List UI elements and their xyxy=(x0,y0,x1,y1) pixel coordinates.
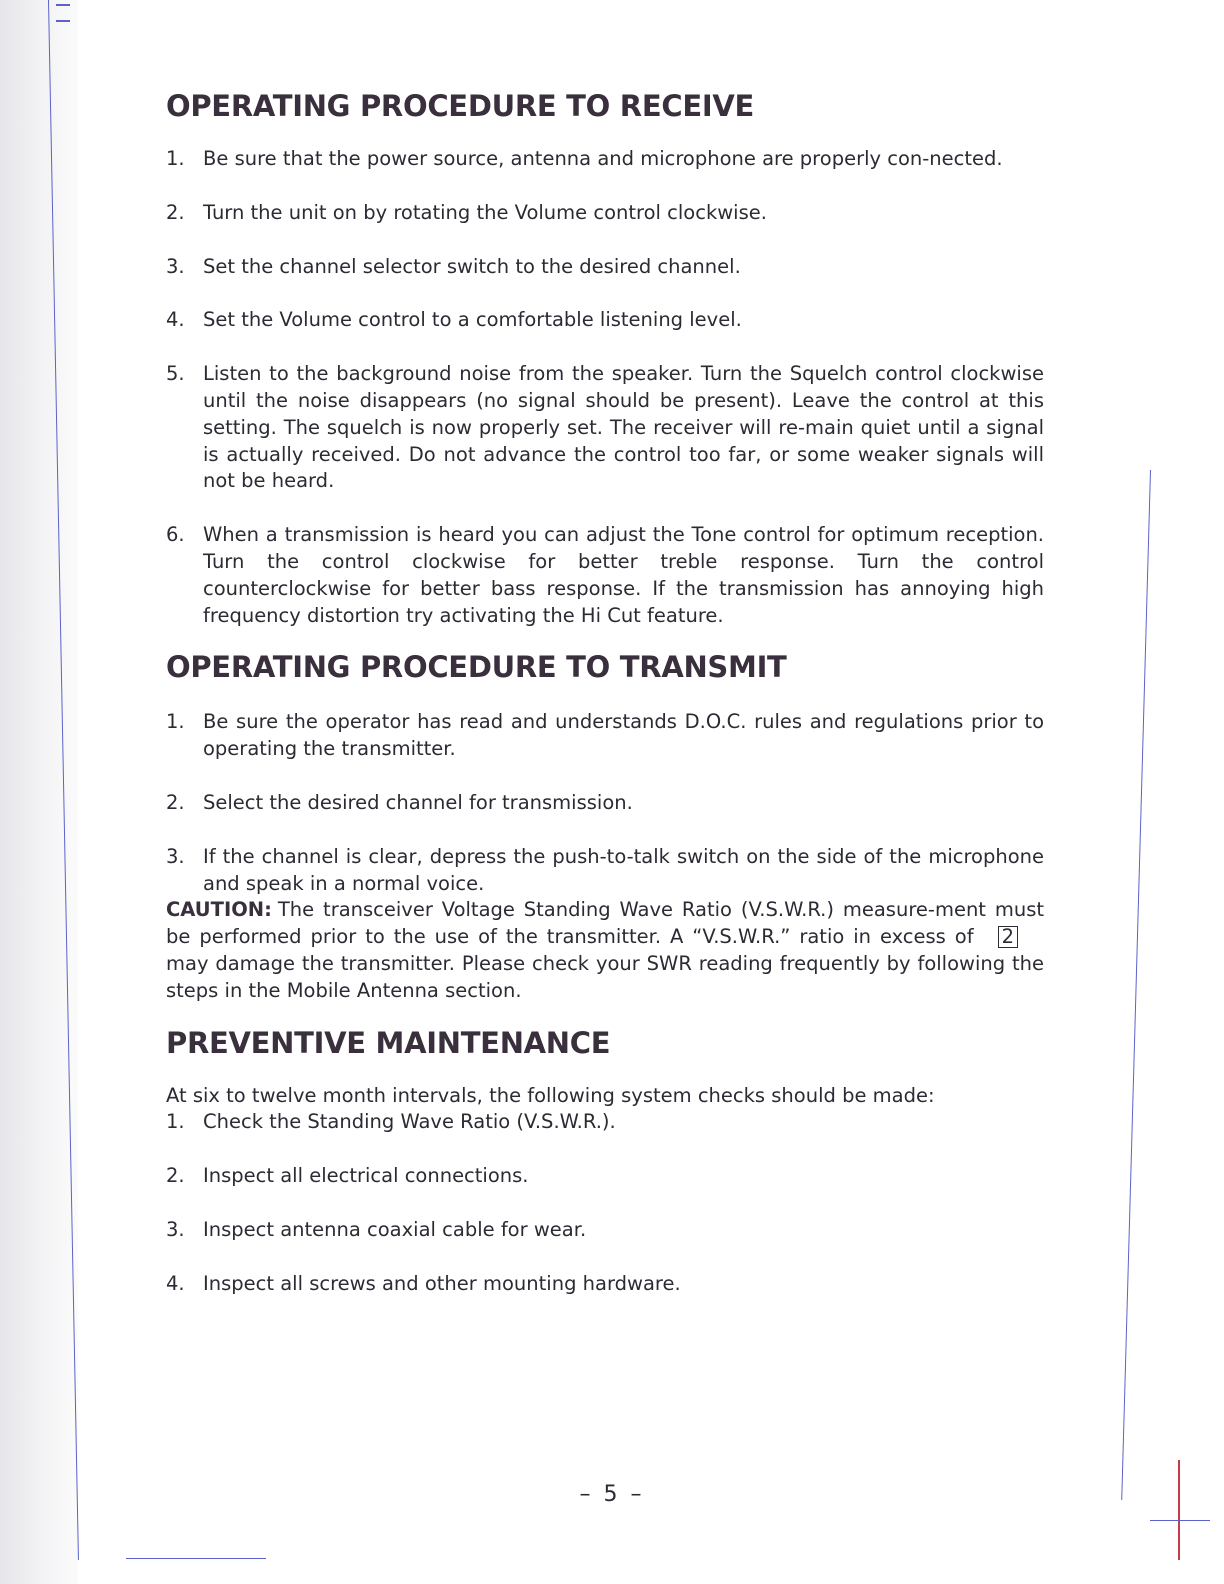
step-number: 4. xyxy=(166,1271,185,1295)
step-text: Set the channel selector switch to the desired channel. xyxy=(203,254,741,278)
pen-margin-line-right xyxy=(1121,470,1151,1500)
receive-steps xyxy=(166,146,1044,629)
transmit-heading: OPERATING PROCEDURE TO TRANSMIT xyxy=(166,650,787,685)
list-item xyxy=(166,254,1044,281)
step-number: 6. xyxy=(166,523,185,547)
list-item xyxy=(166,1217,1044,1244)
step-number: 1. xyxy=(166,1110,185,1134)
step-text: Be sure the operator has read and understands D.O.C. rules and regulations prior to operating the transmitter. xyxy=(203,710,1044,761)
step-number: 3. xyxy=(166,254,185,278)
list-item xyxy=(166,790,1044,817)
pen-mark-top-left xyxy=(56,4,70,22)
step-number: 1. xyxy=(166,710,185,734)
step-number: 3. xyxy=(166,1217,185,1241)
step-text: Check the Standing Wave Ratio (V.S.W.R.). xyxy=(203,1110,616,1134)
pen-mark-bottom-left xyxy=(126,1558,266,1559)
step-text: Listen to the background noise from the speaker. Turn the Squelch control clockwise until the noise disappears (no signal should be present). Leave the control at this setting. The squelch is now properly set. The receiver will re-main quiet until a signal is actually received. Do not advance the control too far, or some weaker signals will not be heard. xyxy=(203,362,1044,493)
step-text: Turn the unit on by rotating the Volume control clockwise. xyxy=(203,200,767,224)
maintenance-steps xyxy=(166,1109,1044,1297)
red-pen-mark xyxy=(1178,1460,1180,1560)
maintenance-intro: At six to twelve month intervals, the following system checks should be made: xyxy=(166,1083,935,1107)
step-number: 1. xyxy=(166,147,185,170)
list-item xyxy=(166,522,1044,629)
step-number: 5. xyxy=(166,362,185,386)
step-text: Inspect all electrical connections. xyxy=(203,1164,529,1188)
caution-paragraph xyxy=(166,897,1044,1004)
scan-page-edge xyxy=(0,0,78,1584)
page-number: – 5 – xyxy=(579,1482,645,1507)
step-number: 2. xyxy=(166,200,185,224)
list-item xyxy=(166,307,1044,334)
list-item xyxy=(166,709,1044,763)
list-item xyxy=(166,146,1044,173)
step-text: Inspect all screws and other mounting hardware. xyxy=(203,1271,681,1295)
list-item xyxy=(166,1109,1044,1136)
step-text: Inspect antenna coaxial cable for wear. xyxy=(203,1217,587,1241)
receive-heading: OPERATING PROCEDURE TO RECEIVE xyxy=(166,89,754,123)
step-text: When a transmission is heard you can adjust the Tone control for optimum reception. Turn the control clockwise for better treble response. Turn the control counterclockwise for better bass response. If the transmission has annoying high frequency distortion try activating the Hi Cut feature. xyxy=(203,523,1044,627)
pen-mark-bottom-right xyxy=(1150,1520,1210,1521)
vswr-limit-box: 2 xyxy=(998,926,1018,948)
caution-text-before: The transceiver Voltage Standing Wave Ratio (V.S.W.R.) measure-ment must be performed prior to the use of the transmitter. A “V.S.W.R.” ratio in excess of xyxy=(166,898,1044,949)
page-content xyxy=(166,86,1044,1298)
step-text: Set the Volume control to a comfortable listening level. xyxy=(203,308,742,332)
caution-label: CAUTION: xyxy=(166,898,272,922)
step-text: Be sure that the power source, antenna and microphone are properly con-nected. xyxy=(203,147,1003,170)
step-number: 2. xyxy=(166,790,185,814)
transmit-steps xyxy=(166,709,1044,897)
step-number: 2. xyxy=(166,1164,185,1188)
list-item xyxy=(166,361,1044,495)
list-item xyxy=(166,200,1044,227)
step-number: 3. xyxy=(166,844,185,868)
list-item xyxy=(166,1163,1044,1190)
list-item xyxy=(166,1271,1044,1298)
step-text: If the channel is clear, depress the push-to-talk switch on the side of the microphone and speak in a normal voice. xyxy=(203,844,1044,895)
list-item xyxy=(166,844,1044,898)
step-text: Select the desired channel for transmission. xyxy=(203,790,633,814)
caution-text-after: may damage the transmitter. Please check your SWR reading frequently by following the steps in the Mobile Antenna section. xyxy=(166,951,1044,1002)
maintenance-heading: PREVENTIVE MAINTENANCE xyxy=(166,1025,611,1060)
step-number: 4. xyxy=(166,308,185,332)
